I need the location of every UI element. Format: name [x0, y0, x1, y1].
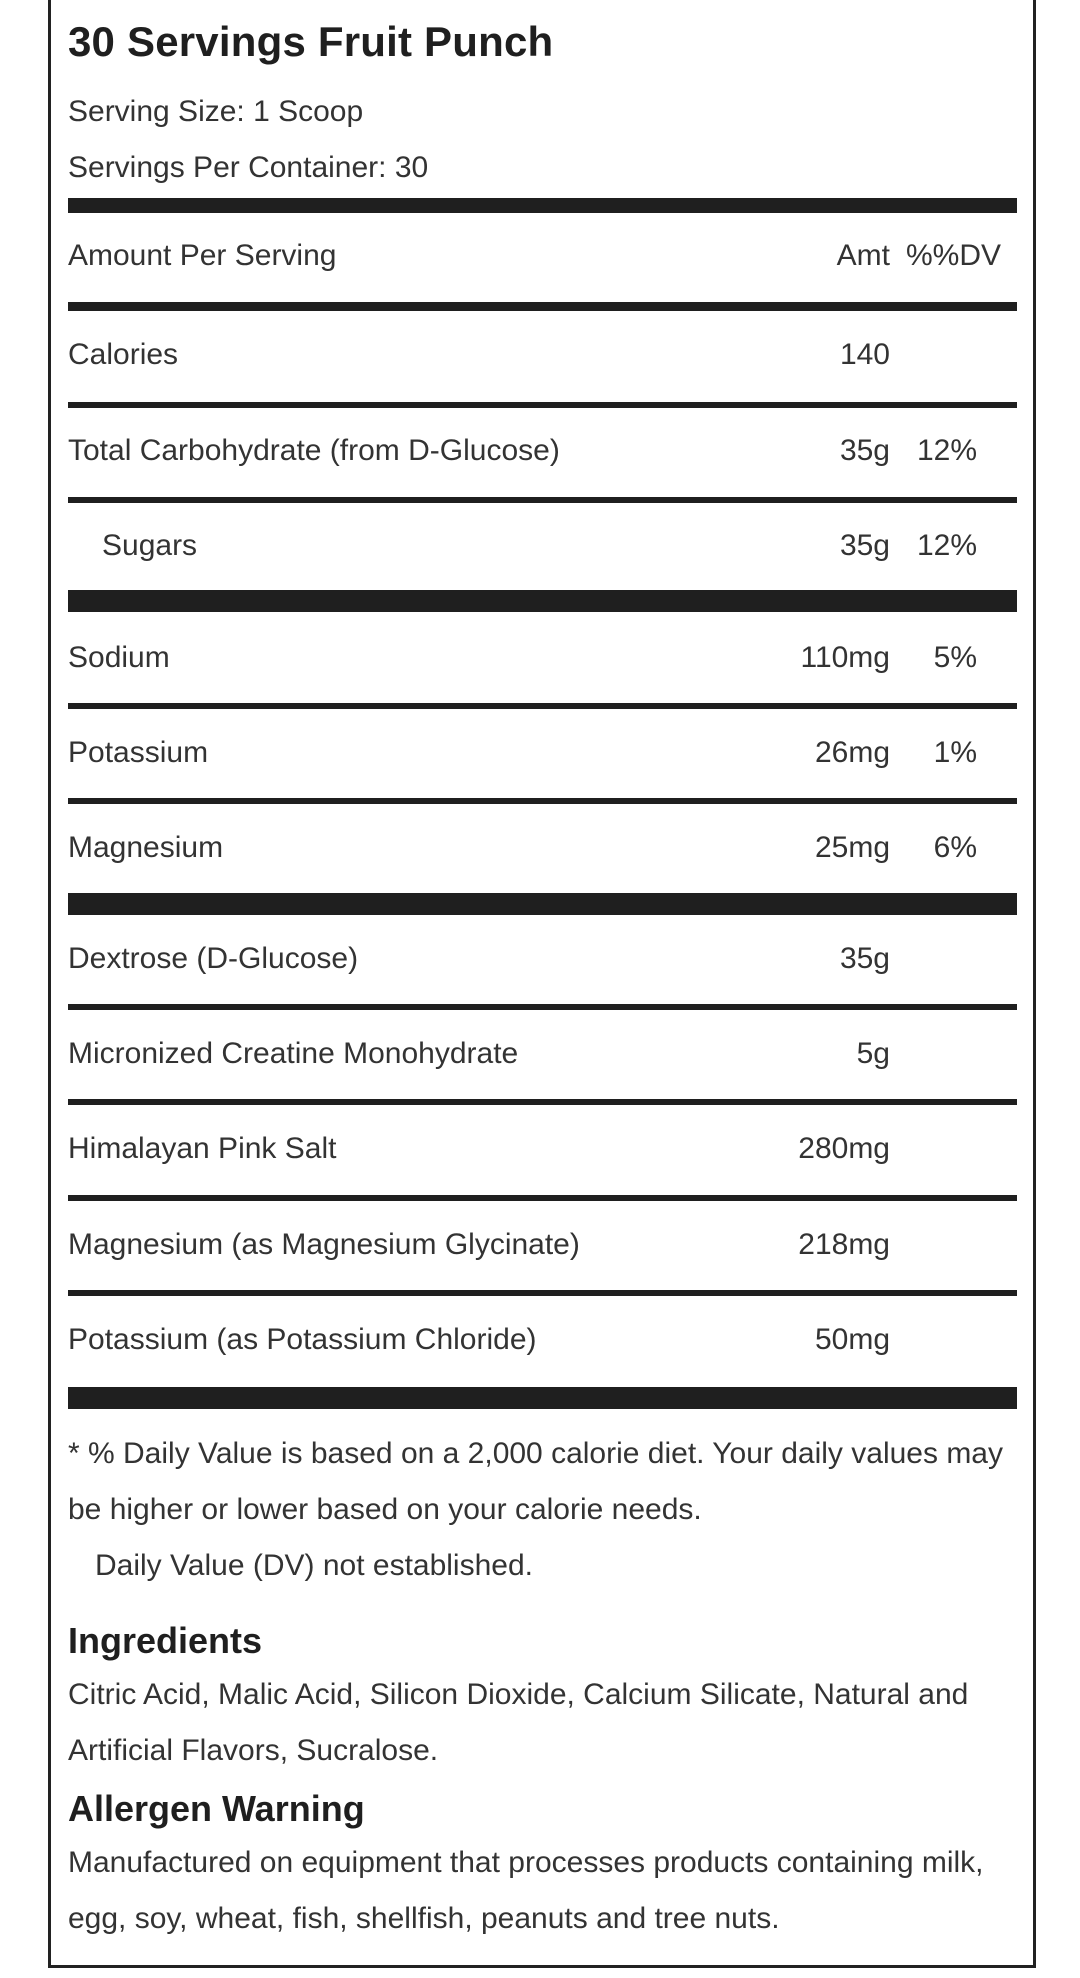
nutrient-name: Dextrose (D-Glucose)	[68, 942, 359, 975]
nutrient-name: Total Carbohydrate (from D-Glucose)	[68, 434, 560, 467]
nutrient-dv: 12%	[916, 529, 977, 562]
header-dv: %%DV	[905, 239, 1001, 272]
divider	[68, 302, 1017, 311]
nutrient-row-dextrose	[68, 942, 1017, 982]
thick-divider	[68, 1387, 1017, 1409]
thick-divider	[68, 893, 1017, 915]
nutrient-name: Potassium (as Potassium Chloride)	[68, 1323, 537, 1356]
nutrient-amount: 140	[839, 338, 890, 371]
nutrient-amount: 110mg	[800, 641, 890, 674]
nutrient-row-potassium	[68, 736, 1017, 776]
nutrient-name: Sodium	[68, 641, 170, 674]
nutrient-name: Potassium	[68, 736, 209, 769]
thick-divider	[68, 198, 1017, 213]
divider	[68, 1099, 1017, 1105]
header-label: Amount Per Serving	[68, 239, 337, 272]
nutrient-amount: 35g	[839, 434, 890, 467]
divider	[68, 798, 1017, 804]
dv-not-established-note: Daily Value (DV) not established.	[95, 1549, 533, 1582]
nutrient-amount: 280mg	[798, 1132, 890, 1165]
product-title: 30 Servings Fruit Punch	[68, 18, 554, 65]
divider	[68, 497, 1017, 503]
nutrient-row-total-carbohydrate	[68, 434, 1017, 474]
daily-value-footnote: * % Daily Value is based on a 2,000 calorie diet. Your daily values may be higher or lower based on your calorie needs.	[68, 1437, 1003, 1526]
nutrient-row-magnesium	[68, 831, 1017, 871]
nutrient-row-calories	[68, 338, 1017, 378]
nutrient-amount: 218mg	[798, 1228, 890, 1261]
nutrient-amount: 35g	[839, 942, 890, 975]
amount-per-serving-header	[68, 239, 1017, 279]
divider	[68, 1290, 1017, 1296]
nutrient-dv: 1%	[933, 736, 977, 769]
ingredients-text: Citric Acid, Malic Acid, Silicon Dioxide, Calcium Silicate, Natural and Artificial Flavors, Sucralose.	[68, 1678, 969, 1767]
divider	[68, 1195, 1017, 1201]
divider	[68, 402, 1017, 408]
ingredients-heading: Ingredients	[68, 1620, 263, 1661]
nutrient-amount: 25mg	[814, 831, 890, 864]
nutrient-name: Magnesium	[68, 831, 224, 864]
nutrient-row-sodium	[68, 641, 1017, 681]
allergen-warning-text: Manufactured on equipment that processes products containing milk, egg, soy, wheat, fish, shellfish, peanuts and tree nuts.	[68, 1846, 984, 1935]
nutrient-name: Sugars	[102, 529, 198, 562]
nutrient-dv: 5%	[933, 641, 977, 674]
nutrient-dv: 12%	[916, 434, 977, 467]
nutrient-name: Calories	[68, 338, 179, 371]
header-amt: Amt	[836, 239, 890, 272]
nutrient-amount: 26mg	[814, 736, 890, 769]
nutrient-amount: 35g	[839, 529, 890, 562]
nutrient-row-creatine	[68, 1037, 1017, 1077]
nutrient-name: Himalayan Pink Salt	[68, 1132, 337, 1165]
nutrient-row-sugars	[68, 529, 1017, 569]
servings-per-container: Servings Per Container: 30	[68, 151, 429, 184]
serving-size: Serving Size: 1 Scoop	[68, 95, 364, 128]
divider	[68, 703, 1017, 709]
nutrient-dv: 6%	[933, 831, 977, 864]
nutrient-name: Micronized Creatine Monohydrate	[68, 1037, 519, 1070]
divider	[68, 1004, 1017, 1010]
nutrient-name: Magnesium (as Magnesium Glycinate)	[68, 1228, 580, 1261]
nutrient-amount: 5g	[856, 1037, 890, 1070]
thick-divider	[68, 590, 1017, 612]
nutrient-row-magnesium-glycinate	[68, 1228, 1017, 1268]
nutrient-row-potassium-chloride	[68, 1323, 1017, 1363]
nutrient-row-pink-salt	[68, 1132, 1017, 1172]
nutrient-amount: 50mg	[814, 1323, 890, 1356]
allergen-warning-heading: Allergen Warning	[68, 1788, 365, 1829]
